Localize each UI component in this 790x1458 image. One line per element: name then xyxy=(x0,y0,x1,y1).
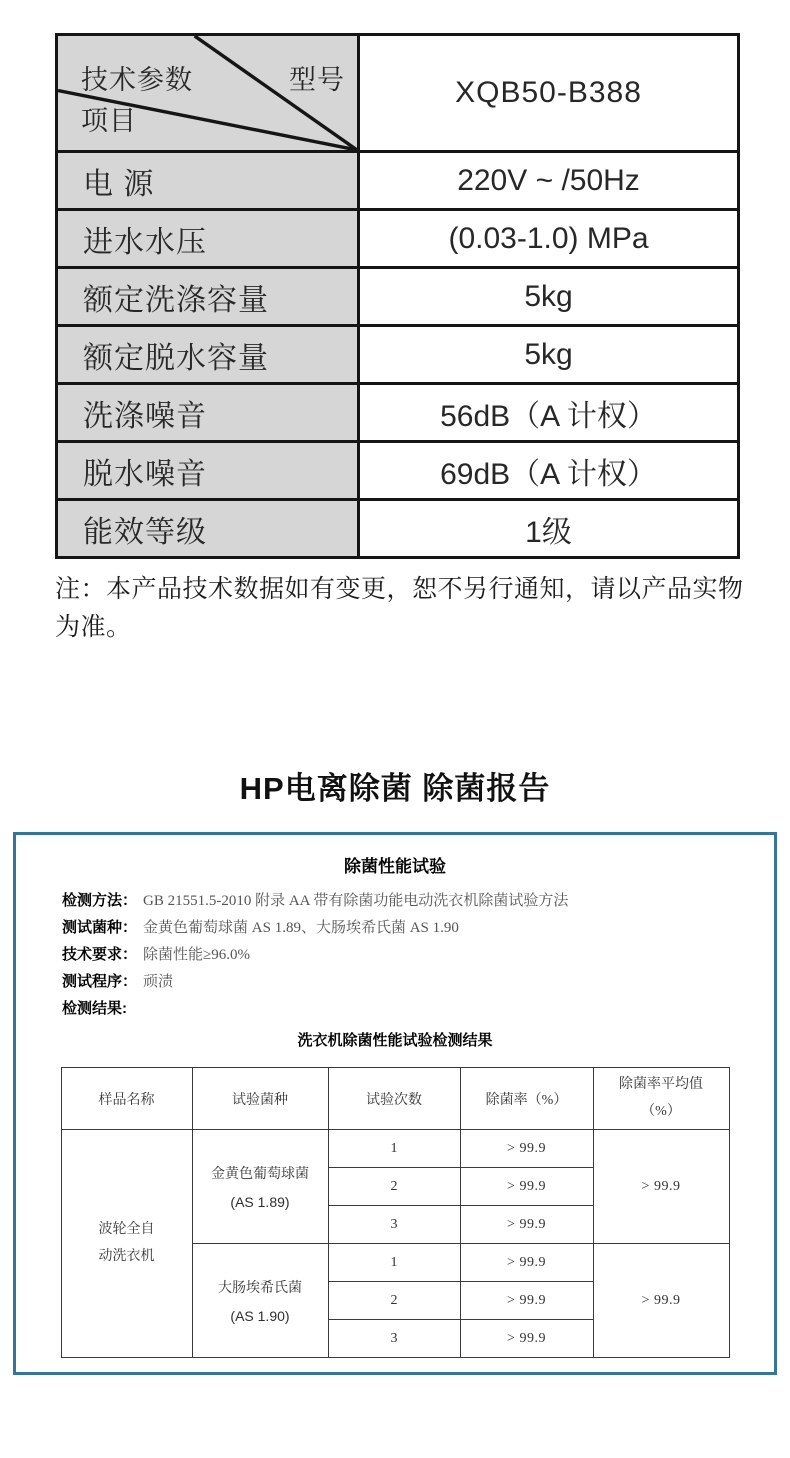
spec-row-wash-capacity xyxy=(57,268,739,326)
report-heading: 除菌性能试验 xyxy=(344,857,446,876)
sample-name-cell xyxy=(61,1130,192,1358)
corner-label-model: 型号 xyxy=(289,65,345,95)
strain-cell xyxy=(192,1130,328,1244)
trial-number: 3 xyxy=(328,1206,460,1244)
field-value: 除菌性能≥96.0% xyxy=(143,947,250,963)
sterilization-report-box xyxy=(13,832,777,1375)
average-rate: > 99.9 xyxy=(593,1244,729,1358)
spec-value: 1级 xyxy=(359,500,739,558)
spec-label: 电 源 xyxy=(57,152,359,210)
field-label: 检测方法： xyxy=(62,892,138,909)
col-header-average-text: 除菌率平均值（%） xyxy=(618,1076,703,1119)
spec-label: 进水水压 xyxy=(57,210,359,268)
spec-row-spin-noise xyxy=(57,442,739,500)
field-label: 技术要求： xyxy=(62,946,138,963)
col-header-trial: 试验次数 xyxy=(328,1068,460,1130)
sample-name: 波轮全自动洗衣机 xyxy=(98,1221,155,1264)
field-test-program xyxy=(62,973,774,991)
corner-label-parameters: 技术参数 xyxy=(81,65,193,95)
spec-note: 注：本产品技术数据如有变更，恕不另行通知，请以产品实物为准。 xyxy=(55,575,744,641)
spec-label: 能效等级 xyxy=(57,500,359,558)
report-fields xyxy=(62,892,774,1018)
spec-value: 5kg xyxy=(359,326,739,384)
col-header-strain: 试验菌种 xyxy=(192,1068,328,1130)
kill-rate: > 99.9 xyxy=(460,1282,593,1320)
average-rate: > 99.9 xyxy=(593,1130,729,1244)
spec-row-spin-capacity xyxy=(57,326,739,384)
strain-name: 金黄色葡萄球菌 xyxy=(211,1167,309,1182)
spec-value: 220V ~ /50Hz xyxy=(359,152,739,210)
spec-label: 脱水噪音 xyxy=(57,442,359,500)
section-title: HP电离除菌 除菌报告 xyxy=(239,771,551,806)
trial-number: 3 xyxy=(328,1320,460,1358)
trial-number: 1 xyxy=(328,1244,460,1282)
trial-number: 1 xyxy=(328,1130,460,1168)
strain-name: 大肠埃希氏菌 xyxy=(218,1281,302,1296)
field-test-method xyxy=(62,892,774,910)
field-label: 测试菌种： xyxy=(62,919,138,936)
strain-code: (AS 1.89) xyxy=(230,1194,290,1210)
spec-label: 额定洗涤容量 xyxy=(57,268,359,326)
spec-row-wash-noise xyxy=(57,384,739,442)
spec-label: 额定脱水容量 xyxy=(57,326,359,384)
field-test-strains xyxy=(62,919,774,937)
spec-row-power xyxy=(57,152,739,210)
spec-value: (0.03-1.0) MPa xyxy=(359,210,739,268)
model-number: XQB50-B388 xyxy=(359,35,739,152)
col-header-rate: 除菌率（%） xyxy=(460,1068,593,1130)
result-table-title: 洗衣机除菌性能试验检测结果 xyxy=(297,1032,493,1049)
result-header-row xyxy=(61,1068,729,1130)
spec-corner-cell xyxy=(57,35,359,152)
strain-code: (AS 1.90) xyxy=(230,1308,290,1324)
corner-label-item: 项目 xyxy=(81,106,137,136)
table-row xyxy=(61,1130,729,1168)
col-header-sample: 样品名称 xyxy=(61,1068,192,1130)
trial-number: 2 xyxy=(328,1282,460,1320)
spec-label: 洗涤噪音 xyxy=(57,384,359,442)
spec-value: 5kg xyxy=(359,268,739,326)
spec-value: 69dB（A 计权） xyxy=(359,442,739,500)
field-test-result xyxy=(62,1000,774,1018)
spec-row-energy-rating xyxy=(57,500,739,558)
field-value: 顽渍 xyxy=(143,974,174,990)
field-value: 金黄色葡萄球菌 AS 1.89、大肠埃希氏菌 AS 1.90 xyxy=(143,920,459,936)
spec-value: 56dB（A 计权） xyxy=(359,384,739,442)
strain-cell xyxy=(192,1244,328,1358)
result-table xyxy=(61,1067,730,1358)
spec-header-row xyxy=(57,35,739,152)
field-label: 检测结果: xyxy=(62,1000,127,1017)
kill-rate: > 99.9 xyxy=(460,1244,593,1282)
trial-number: 2 xyxy=(328,1168,460,1206)
spec-table xyxy=(55,33,740,559)
kill-rate: > 99.9 xyxy=(460,1130,593,1168)
field-label: 测试程序： xyxy=(62,973,138,990)
field-value: GB 21551.5-2010 附录 AA 带有除菌功能电动洗衣机除菌试验方法 xyxy=(143,893,569,909)
spec-row-water-pressure xyxy=(57,210,739,268)
kill-rate: > 99.9 xyxy=(460,1168,593,1206)
kill-rate: > 99.9 xyxy=(460,1320,593,1358)
kill-rate: > 99.9 xyxy=(460,1206,593,1244)
field-technical-requirement xyxy=(62,946,774,964)
col-header-average xyxy=(593,1068,729,1130)
